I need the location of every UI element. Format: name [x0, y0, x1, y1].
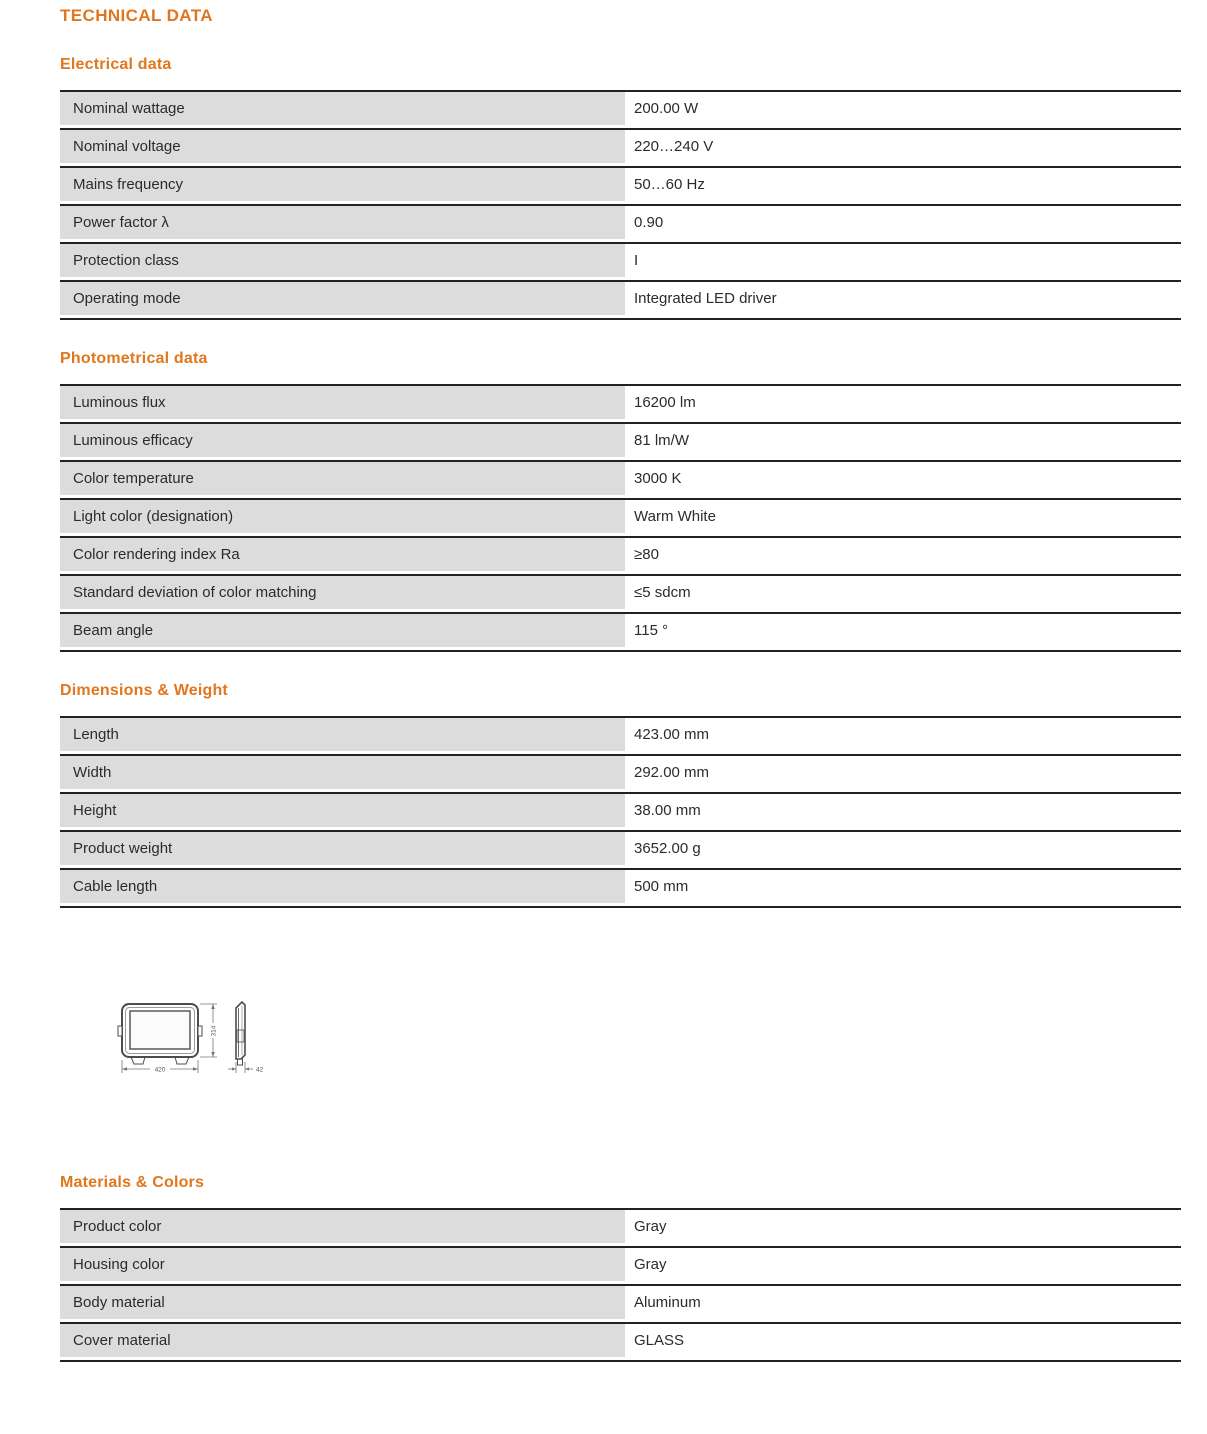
spec-row: [60, 168, 1181, 206]
spec-row: [60, 500, 1181, 538]
spec-value: Gray: [625, 1210, 1181, 1243]
spec-value: I: [625, 244, 1181, 277]
spec-row: [60, 718, 1181, 756]
spec-row: [60, 244, 1181, 282]
spec-row: [60, 282, 1181, 320]
spec-value: ≥80: [625, 538, 1181, 571]
spec-label: Body material: [60, 1286, 625, 1319]
front-height-label: 314: [210, 1025, 218, 1037]
floodlight-side-drawing: [236, 1002, 245, 1065]
side-depth-label: 42: [256, 1066, 264, 1074]
dimensions-weight-table: [60, 716, 1181, 908]
spec-label: Cable length: [60, 870, 625, 903]
spec-value: GLASS: [625, 1324, 1181, 1357]
spec-value: 115 °: [625, 614, 1181, 647]
spec-value: Warm White: [625, 500, 1181, 533]
spec-label: Product weight: [60, 832, 625, 865]
spec-row: [60, 130, 1181, 168]
spec-row: [60, 206, 1181, 244]
spec-label: Color temperature: [60, 462, 625, 495]
spec-row: [60, 614, 1181, 652]
electrical-data-table: [60, 90, 1181, 320]
spec-value: 16200 lm: [625, 386, 1181, 419]
spec-row: [60, 870, 1181, 908]
materials-colors-table: [60, 1208, 1181, 1362]
spec-row: [60, 1324, 1181, 1362]
spec-value: 292.00 mm: [625, 756, 1181, 789]
spec-value: 500 mm: [625, 870, 1181, 903]
dimension-drawing: [110, 988, 290, 1096]
spec-value: 3652.00 g: [625, 832, 1181, 865]
spec-label: Luminous efficacy: [60, 424, 625, 457]
spec-value: 0.90: [625, 206, 1181, 239]
spec-row: [60, 1248, 1181, 1286]
spec-label: Beam angle: [60, 614, 625, 647]
section-heading-materials: Materials & Colors: [60, 1174, 205, 1191]
front-width-label: 420: [154, 1066, 166, 1074]
technical-data-page: [60, 0, 1181, 1362]
spec-label: Color rendering index Ra: [60, 538, 625, 571]
section-materials-colors: [60, 1174, 1181, 1362]
spec-label: Standard deviation of color matching: [60, 576, 625, 609]
spec-label: Protection class: [60, 244, 625, 277]
spec-value: 3000 K: [625, 462, 1181, 495]
spec-value: 423.00 mm: [625, 718, 1181, 751]
spec-row: [60, 92, 1181, 130]
spec-value: 200.00 W: [625, 92, 1181, 125]
spec-row: [60, 576, 1181, 614]
spec-label: Mains frequency: [60, 168, 625, 201]
spec-row: [60, 538, 1181, 576]
spec-row: [60, 1210, 1181, 1248]
photometrical-data-table: [60, 384, 1181, 652]
section-electrical-data: [60, 56, 1181, 320]
spec-row: [60, 1286, 1181, 1324]
spec-label: Nominal voltage: [60, 130, 625, 163]
spec-row: [60, 756, 1181, 794]
section-photometrical-data: [60, 350, 1181, 652]
section-heading-dimensions: Dimensions & Weight: [60, 682, 228, 699]
spec-value: 220…240 V: [625, 130, 1181, 163]
spec-label: Operating mode: [60, 282, 625, 315]
spec-label: Housing color: [60, 1248, 625, 1281]
spec-row: [60, 794, 1181, 832]
side-depth-dimension: [228, 1062, 253, 1073]
page-title: TECHNICAL DATA: [60, 6, 213, 25]
spec-row: [60, 462, 1181, 500]
spec-row: [60, 424, 1181, 462]
spec-row: [60, 386, 1181, 424]
spec-value: Gray: [625, 1248, 1181, 1281]
spec-label: Power factor λ: [60, 206, 625, 239]
spec-label: Luminous flux: [60, 386, 625, 419]
spec-row: [60, 832, 1181, 870]
spec-label: Light color (designation): [60, 500, 625, 533]
spec-label: Nominal wattage: [60, 92, 625, 125]
spec-value: 50…60 Hz: [625, 168, 1181, 201]
spec-value: 81 lm/W: [625, 424, 1181, 457]
spec-value: Integrated LED driver: [625, 282, 1181, 315]
section-heading-electrical: Electrical data: [60, 56, 172, 73]
spec-label: Cover material: [60, 1324, 625, 1357]
floodlight-dimension-drawing-svg: [110, 988, 290, 1096]
spec-label: Length: [60, 718, 625, 751]
spec-label: Width: [60, 756, 625, 789]
spec-label: Height: [60, 794, 625, 827]
spec-value: Aluminum: [625, 1286, 1181, 1319]
spec-value: ≤5 sdcm: [625, 576, 1181, 609]
spec-label: Product color: [60, 1210, 625, 1243]
section-heading-photometrical: Photometrical data: [60, 350, 208, 367]
spec-value: 38.00 mm: [625, 794, 1181, 827]
section-dimensions-weight: [60, 682, 1181, 908]
floodlight-front-drawing: [118, 1004, 202, 1064]
